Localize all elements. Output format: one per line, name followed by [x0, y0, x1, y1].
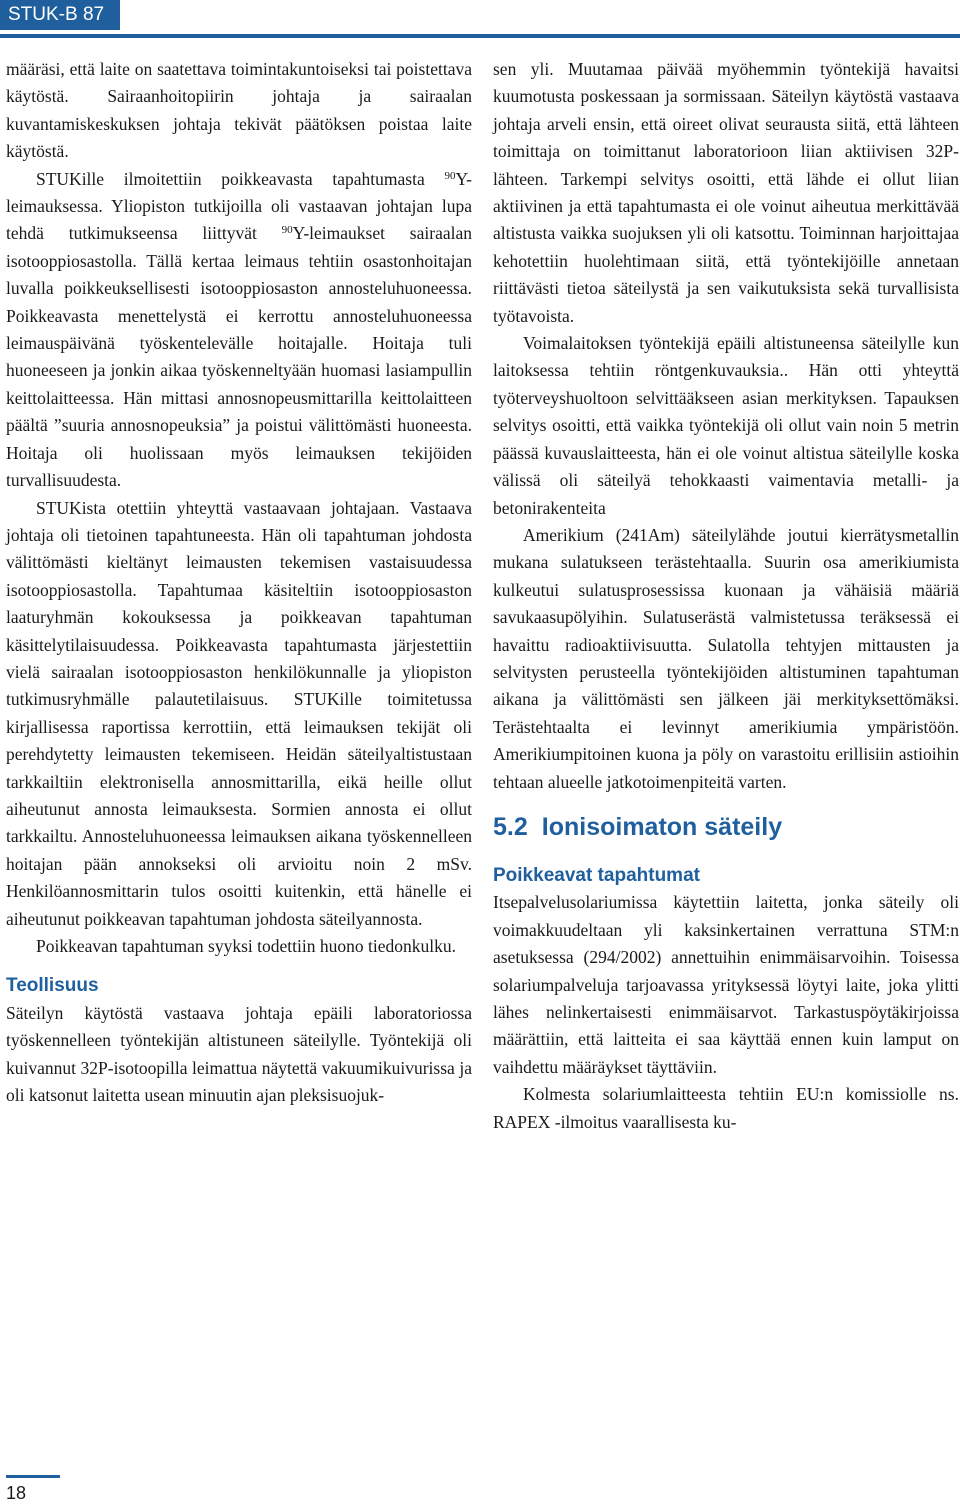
paragraph: määräsi, että laite on saatettava toimintakuntoiseksi tai poistettava käytöstä. Sairaanhoitopiirin johtaja ja sairaalan kuvantamiskeskuksen johtaja tekivät päätöksen poistaa laite käytöstä. [6, 59, 472, 162]
right-column [493, 56, 959, 1136]
paragraph: Voimalaitoksen työntekijä epäili altistuneensa säteilylle kun laitoksessa tehtiin röntgenkuvauksia.. Hän otti yhteyttä työterveyshuoltoon selvittääkseen asian merkityksen. Tapauksen selvitys osoitti, että vaikka työntekijä oli ollut vain noin 5 metrin päässä kuvauslaitteesta, hän ei ole voinut altistua säteilylle koska välissä oli säteilyä tehokkaasti vaimentavia metalli- ja betonirakenteita [493, 333, 959, 518]
footer-rule [6, 1475, 60, 1478]
subheading-teollisuus: Teollisuus [6, 975, 99, 997]
paragraph: STUKista otettiin yhteyttä vastaavaan johtajaan. Vastaava johtaja oli tietoinen tapahtuneesta. Hän oli tapahtuman johdosta välittömästi kieltänyt leimausten tekemisen vastaisuudessa isotooppiosastolla. Tapahtumaa käsiteltiin isotooppiosaston laaturyhmän kokouksessa ja poikkeavan tapahtuman käsittelytilaisuudessa. Poikkeavasta tapahtumasta järjestettiin vielä sairaalan isotooppiosaston henkilökunnalle ja yliopiston tutkimusryhmälle palautetilaisuus. STUKille toimitetussa kirjallisessa raportissa kerrottiin, että leimauksen tekijät oli perehdytetty leimausten tekemiseen. Heidän säteilyaltistustaan tarkkailtiin elektronisella annosmittarilla, eikä heille ollut aiheutunut annosta leimauksesta. Sormien annosta ei ollut tarkkailtu. Annosteluhuoneessa leimauksen aikana työskennelleen hoitajan pään annokseksi oli arvioitu noin 2 mSv. Henkilöannosmittarin tulos osoitti kuitenkin, että hänelle ei aiheutunut poikkeavan tapahtuman johdosta säteilyannosta. [6, 497, 472, 929]
left-column [6, 56, 472, 1109]
header-rule [0, 34, 960, 38]
paragraph: sen yli. Muutamaa päivää myöhemmin työntekijä havaitsi kuumotusta poskessaan ja sormissaan. Säteilyn käytöstä vastaava johtaja arveli ensin, että oireet olivat seurausta siitä, että lähteen toimittaja on toimittanut laboratorioon liian aktiivisen 32P-lähteen. Tarkempi selvitys osoitti, että lähde ei ollut liian aktiivinen ja että tapahtumasta ei ole voinut aiheutua merkittävää altistusta vaikka suojuksen yli oli katsottu. Toiminnan harjoittajaa kehotettiin huolehtimaan siitä, että työntekijöille annetaan riittävästi tietoa säteilystä ja sen vaikutuksista sekä turvallisista työtavoista. [493, 59, 959, 326]
section-heading [493, 810, 959, 844]
paragraph: Amerikium (241Am) säteilylähde joutui kierrätysmetallin mukana sulatukseen terästehtaalla. Suurin osa amerikiumista kulkeutui sulatusprosessissa kuonaan ja vähäisiä määriä savukaasupölyihin. Sulatuserästä valmistetussa teräksessä ei havaittu radioaktiivisuutta. Sulatolla tehtyjen mittausten ja selvitysten perusteella työntekijöiden altistuminen tapahtuman aikana ja välittömästi sen jälkeen jäi merkityksettömäksi. Terästehtaalta ei levinnyt amerikiumia ympäristöön. Amerikiumpitoinen kuona ja pöly on varastoitu erillisiin astioihin tehtaan alueelle jatkotoimenpiteitä varten. [493, 524, 959, 792]
page-number: 18 [6, 1483, 27, 1503]
paragraph: STUKille ilmoitettiin poikkeavasta tapahtumasta $^{90}$Y-leimauksessa. Yliopiston tutkijoilla oli vastaavan johtajan lupa tehdä tutkimukseensa liittyvät $^{90}$Y-leimaukset sairaalan isotooppiosastolla. Tällä kertaa leimaus tehtiin osastonhoitajan luvalla poikkeuksellisesti isotooppiosaston annosteluhuoneessa. Poikkeavasta menettelystä ei kerrottu annosteluhuoneessa leimauspäivänä työskentelevälle hoitajalle. Hoitaja tuli huoneeseen ja jonkin aikaa työskenneltyään huomasi lasiampullin keittolaitteessa. Hän mittasi annosnopeusmittarilla keittolaitteen päältä ”suuria annosnopeuksia” ja poistui välittömästi huoneesta. Hoitaja oli huolissaan myös leimauksen tekijöiden turvallisuudesta. [6, 168, 472, 491]
section-number: 5.2 [493, 812, 528, 841]
paragraph: Kolmesta solariumlaitteesta tehtiin EU:n komissiolle ns. RAPEX -ilmoitus vaarallisesta ku- [493, 1084, 959, 1132]
series-label: STUK-B 87 [0, 0, 120, 30]
subheading-poikkeavat-tapahtumat: Poikkeavat tapahtumat [493, 864, 700, 886]
paragraph: Poikkeavan tapahtuman syyksi todettiin huono tiedonkulku. [36, 936, 456, 956]
paragraph: Säteilyn käytöstä vastaava johtaja epäili laboratoriossa työskennelleen työntekijän altistuneen säteilylle. Työntekijä oli kuivannut 32P-isotoopilla leimattua näytettä vakuumikuivurissa ja oli katsonut laitetta usean minuutin ajan pleksisuojuk- [6, 1002, 472, 1106]
paragraph: Itsepalvelusolariumissa käytettiin laitetta, jonka säteily oli voimakkuudeltaan yli kaksinkertainen verrattuna STM:n asetuksessa (294/2002) annettuihin enimmäisarvoihin. Toisessa solariumpalveluja tarjoavassa yrityksessä löytyi laite, joka ylitti lähes nelinkertaisesti enimmäisarvot. Tarkastuspöytäkirjoissa määrättiin, että laitteita ei saa käyttää ennen kuin lamput on vaihdettu määräykset täyttäviin. [493, 892, 959, 1077]
section-title: Ionisoimaton säteily [541, 812, 783, 841]
